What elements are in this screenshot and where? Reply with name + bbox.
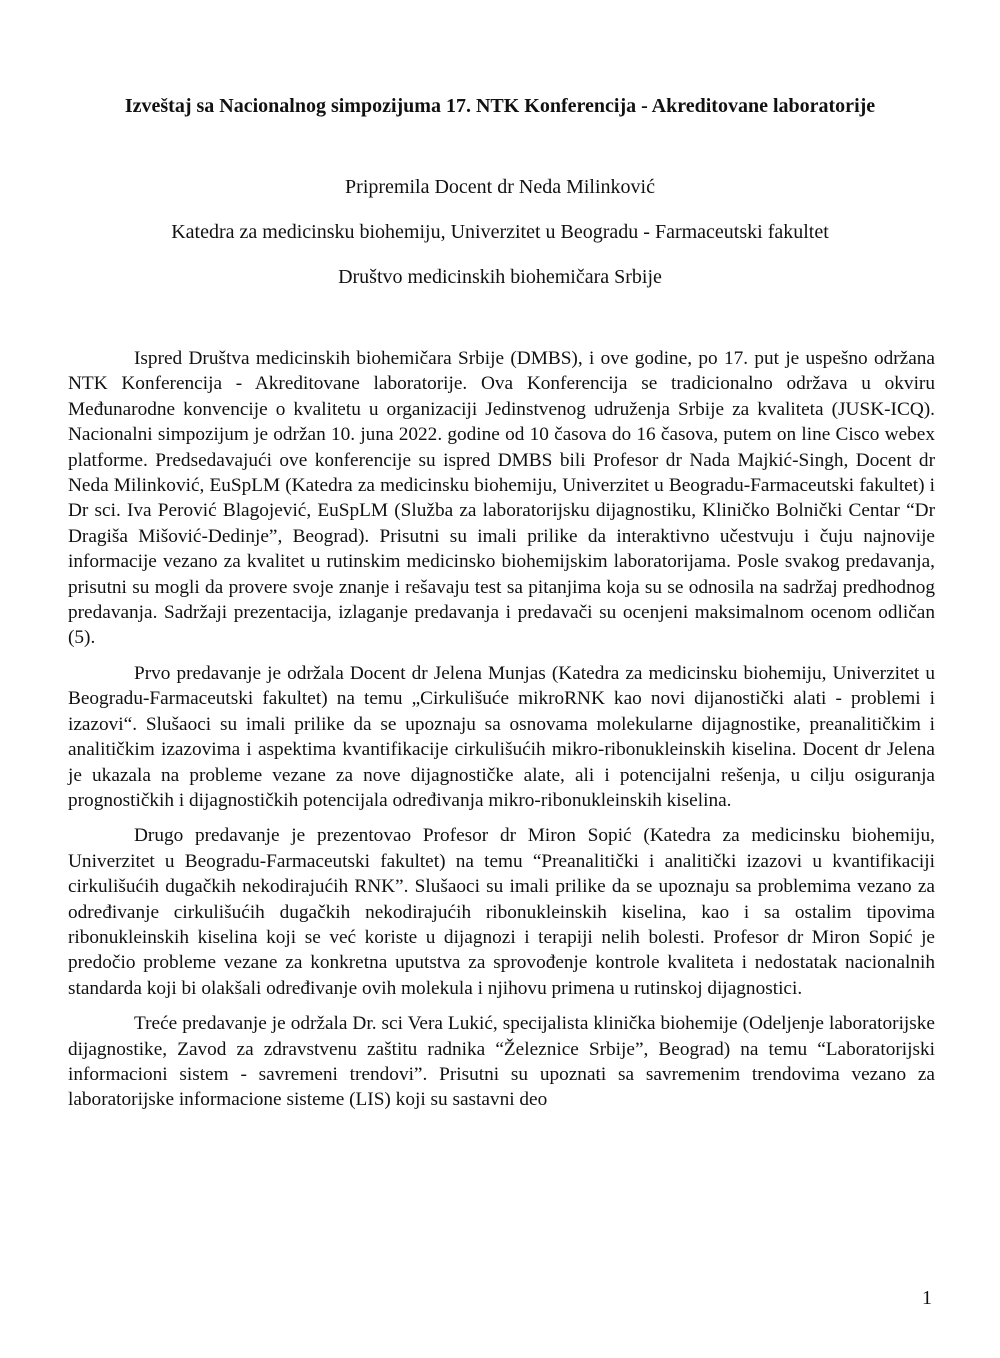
society-line: Društvo medicinskih biohemičara Srbije bbox=[338, 266, 662, 288]
affiliation-line: Katedra za medicinsku biohemiju, Univerzitet u Beogradu - Farmaceutski fakultet bbox=[171, 221, 829, 243]
report-body bbox=[68, 346, 935, 1123]
author-block bbox=[40, 173, 960, 308]
report-title: Izveštaj sa Nacionalnog simpozijuma 17. NTK Konferencija - Akreditovane laboratorije bbox=[124, 95, 876, 117]
prepared-by-line: Pripremila Docent dr Neda Milinković bbox=[345, 176, 655, 198]
paragraph-third-lecture: Treće predavanje je održala Dr. sci Vera Lukić, specijalista klinička biohemije (Odeljenje laboratorijske dijagnostike, Zavod za zdravstvenu zaštitu radnika “Železnice Srbije”, Beograd) na temu “Laboratorijski informacioni sistem - savremeni trendovi”. Prisutni su upoznati sa savremenim trendovima vezano za laboratorijske informacione sisteme (LIS) koji su sastavni deo bbox=[68, 1013, 935, 1111]
paragraph-first-lecture: Prvo predavanje je održala Docent dr Jelena Munjas (Katedra za medicinsku biohemiju, Univerzitet u Beogradu-Farmaceutski fakultet) na temu „Cirkulišuće mikroRNK kao novi dijanostički alati - problemi i izazovi“. Slušaoci su imali prilike da se upoznaju sa osnovama molekularne dijagnostike, preanalitičkim i analitičkim izazovima i aspektima kvantifikacije cirkulišućih mikro-ribonukleinskih kiselina. Docent dr Jelena je ukazala na probleme vezane za nove dijagnostičke alate, ali i potencijalni rešenja, u cilju osiguranja prognostičkih i dijagnostičkih potencijala određivanja mikro-ribonukleinskih kiselina. bbox=[68, 662, 935, 811]
page-number: 1 bbox=[922, 1287, 932, 1309]
paragraph-second-lecture: Drugo predavanje je prezentovao Profesor dr Miron Sopić (Katedra za medicinsku biohemiju, Univerzitet u Beogradu-Farmaceutski fakultet) na temu “Preanalitički i analitički izazovi u kvantifikaciji cirkulišućih dugačkih nekodirajućih RNK”. Slušaoci su imali prilike da se upoznaju sa problemima vezano za određivanje cirkulišućih dugačkih nekodirajućih ribonukleinskih kiselina, kao i sa ostalim tipovima ribonukleinskih kiselina koji se već koriste u dijagnozi i terapiji nelih bolesti. Profesor dr Miron Sopić je predočio probleme vezane za konkretna uputstva za sprovođenje kontrole kvaliteta i nedostatak nacionalnih standarda koji bi olakšali određivanje ovih molekula i njihovu primena u rutinskoj dijagnostici. bbox=[68, 825, 935, 999]
paragraph-intro: Ispred Društva medicinskih biohemičara Srbije (DMBS), i ove godine, po 17. put je uspešno održana NTK Konferencija - Akreditovane laboratorije. Ova Konferencija se tradicionalno održava u okviru Međunarodne konvencije o kvalitetu u organizaciji Jedinstvenog udruženja Srbije za kvaliteta (JUSK-ICQ). Nacionalni simpozijum je održan 10. juna 2022. godine od 10 časova do 16 časova, putem on line Cisco webex platforme. Predsedavajući ove konferencije su ispred DMBS bili Profesor dr Nada Majkić-Singh, Docent dr Neda Milinković, EuSpLM (Katedra za medicinsku biohemiju, Univerzitet u Beogradu-Farmaceutski fakultet) i Dr sci. Iva Perović Blagojević, EuSpLM (Služba za laboratorijsku dijagnostiku, Kliničko Bolnički Centar “Dr Dragiša Mišović-Dedinje”, Beograd). Prisutni su imali prilike da interaktivno učestvuju i čuju najnovije informacije vezano za kvalitet u rutinskim medicinsko biohemijskim laboratorijama. Posle svakog predavanja, prisutni su mogli da provere svoje znanje i rešavaju test sa pitanjima koja su se odnosila na sadržaj predhodnog predavanja. Sadržaji prezentacija, izlaganje predavanja i predavači su ocenjeni maksimalnom ocenom odličan (5). bbox=[68, 348, 935, 649]
